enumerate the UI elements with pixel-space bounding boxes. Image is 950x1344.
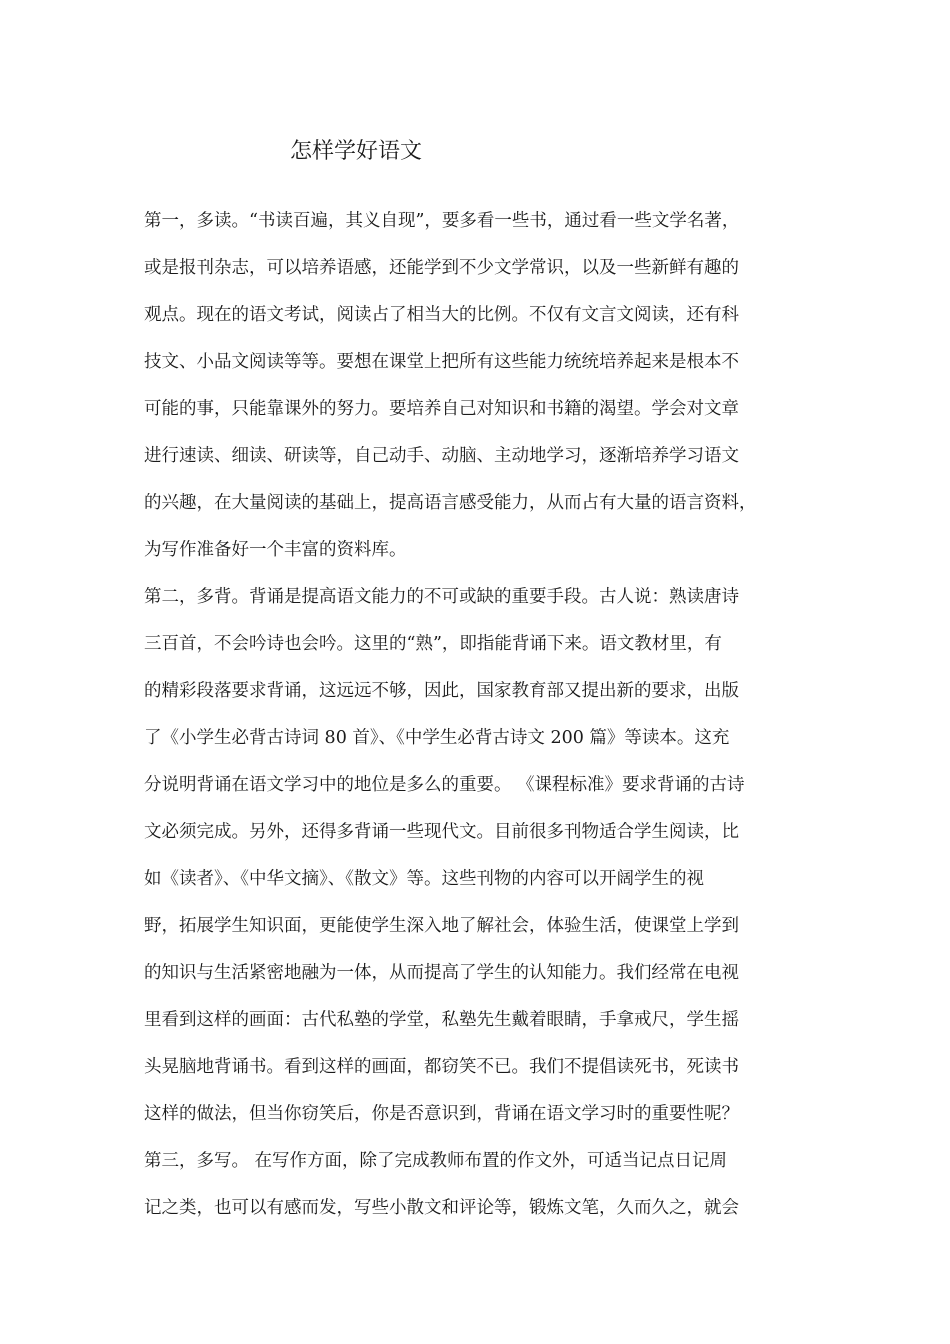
text-line: 文必须完成。另外，还得多背诵一些现代文。目前很多刊物适合学生阅读，比 <box>144 822 739 842</box>
text-line: 的知识与生活紧密地融为一体，从而提高了学生的认知能力。我们经常在电视 <box>144 963 739 983</box>
text-line: 或是报刊杂志，可以培养语感，还能学到不少文学常识，以及一些新鲜有趣的 <box>144 258 739 278</box>
text-line: 分说明背诵在语文学习中的地位是多么的重要。 《课程标准》要求背诵的古诗 <box>144 775 745 795</box>
text-line: 进行速读、细读、研读等，自己动手、动脑、主动地学习，逐渐培养学习语文 <box>144 446 739 466</box>
text-line: 如《读者》、《中华文摘》、《散文》等。这些刊物的内容可以开阔学生的视 <box>144 869 704 889</box>
text-line: 了《小学生必背古诗词 80 首》、《中学生必背古诗文 200 篇》等读本。这充 <box>144 728 730 748</box>
text-line: 这样的做法，但当你窃笑后，你是否意识到，背诵在语文学习时的重要性呢？ <box>144 1104 739 1124</box>
text-line: 的精彩段落要求背诵，这远远不够，因此，国家教育部又提出新的要求，出版 <box>144 681 739 701</box>
text-line: 可能的事，只能靠课外的努力。要培养自己对知识和书籍的渴望。学会对文章 <box>144 399 739 419</box>
text-line: 里看到这样的画面：古代私塾的学堂，私塾先生戴着眼睛，手拿戒尺，学生摇 <box>144 1010 739 1030</box>
text-line: 野，拓展学生知识面，更能使学生深入地了解社会，体验生活，使课堂上学到 <box>144 916 739 936</box>
text-line: 记之类，也可以有感而发，写些小散文和评论等，锻炼文笔，久而久之，就会 <box>144 1198 739 1218</box>
text-line: 第二，多背。背诵是提高语文能力的不可或缺的重要手段。古人说：熟读唐诗 <box>144 587 739 607</box>
text-line: 第三，多写。 在写作方面，除了完成教师布置的作文外，可适当记点日记周 <box>144 1151 728 1171</box>
text-line: 第一，多读。“书读百遍，其义自现”，要多看一些书，通过看一些文学名著， <box>144 211 740 231</box>
document-title: 怎样学好语文 <box>290 139 423 164</box>
text-line: 三百首，不会吟诗也会吟。这里的“熟”，即指能背诵下来。语文教材里，有 <box>144 634 722 654</box>
text-line: 的兴趣，在大量阅读的基础上，提高语言感受能力，从而占有大量的语言资料， <box>144 493 757 513</box>
text-line: 为写作准备好一个丰富的资料库。 <box>144 540 407 560</box>
text-line: 头晃脑地背诵书。看到这样的画面，都窃笑不已。我们不提倡读死书，死读书 <box>144 1057 739 1077</box>
document-body <box>144 198 814 1232</box>
text-line: 观点。现在的语文考试，阅读占了相当大的比例。不仅有文言文阅读，还有科 <box>144 305 739 325</box>
text-line: 技文、小品文阅读等等。要想在课堂上把所有这些能力统统培养起来是根本不 <box>144 352 739 372</box>
